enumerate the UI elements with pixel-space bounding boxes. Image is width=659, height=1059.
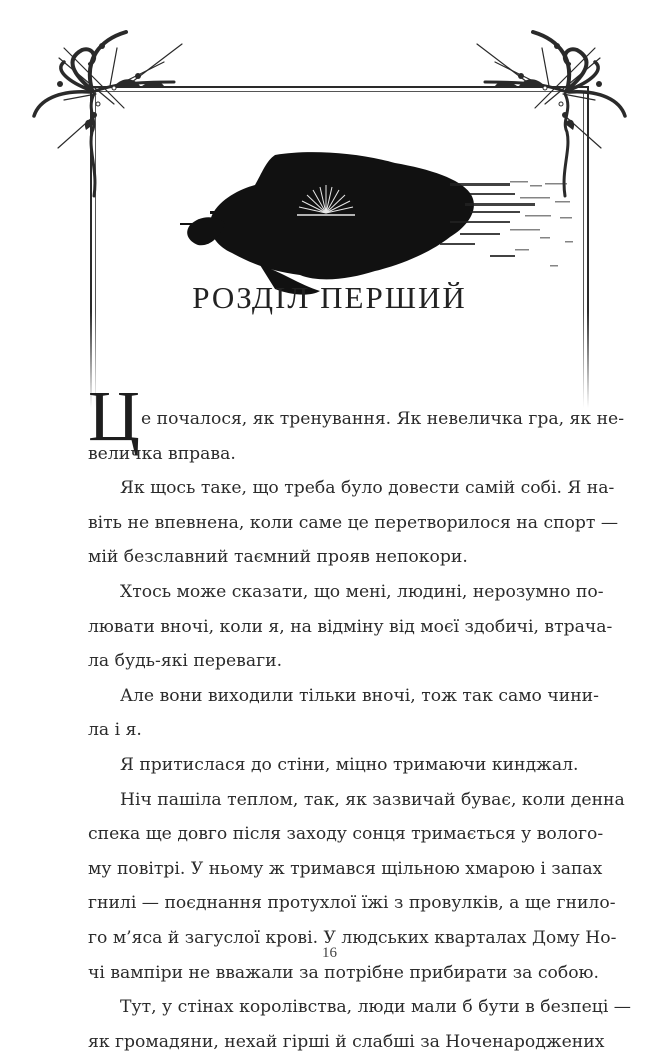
text-line: Ніч пашіла теплом, так, як зазвичай буває, коли денна — [120, 789, 625, 810]
text-line: му повітрі. У ньому ж тримався щільною хмарою і запах — [88, 858, 603, 879]
text-line: Але вони виходили тільки вночі, тож так само чини- — [120, 685, 599, 706]
text-line-content: е почалося, як тренування. Як невеличка гра, як не- — [141, 409, 625, 429]
text-line: Хтось може сказати, що мені, людині, нерозумно по- — [120, 581, 604, 602]
text-line: Як щось таке, що треба було довести самій собі. Я на- — [120, 478, 615, 499]
page-number: 16 — [322, 945, 337, 961]
text-line: го м’яса й загуслої крові. У людських кварталах Дому Но- — [88, 927, 617, 948]
text-line: спека ще довго після заходу сонця тримається у волого- — [88, 824, 604, 845]
text-line: гнилі — поєднання протухлої їжі з провулків, а ще гнило- — [88, 893, 616, 914]
text-line: ла і я. — [88, 720, 142, 741]
text-line: віть не впевнена, коли саме це перетворилося на спорт — — [88, 512, 619, 533]
text-line: лювати вночі, коли я, на відміну від моєї здобичі, втрача- — [88, 616, 613, 637]
text-line: ла будь-які переваги. — [88, 651, 283, 672]
corner-flourish-icon — [14, 20, 194, 210]
chapter-title: РОЗДІЛ ПЕРШИЙ — [192, 280, 467, 315]
text-line: Тут, у стінах королівства, люди мали б бути в безпеці — — [120, 997, 631, 1018]
text-line: як громадяни, нехай гірші й слабші за Ноченароджених — [88, 1031, 605, 1052]
text-line: чі вампіри не вважали за потрібне прибирати за собою. — [88, 962, 599, 983]
text-line: величка вправа. — [88, 443, 236, 464]
text-line: Я притислася до стіни, міцно тримаючи кинджал. — [120, 754, 579, 775]
drop-cap: Ц — [88, 376, 140, 456]
text-line: мій безславний таємний прояв непокори. — [88, 547, 468, 568]
